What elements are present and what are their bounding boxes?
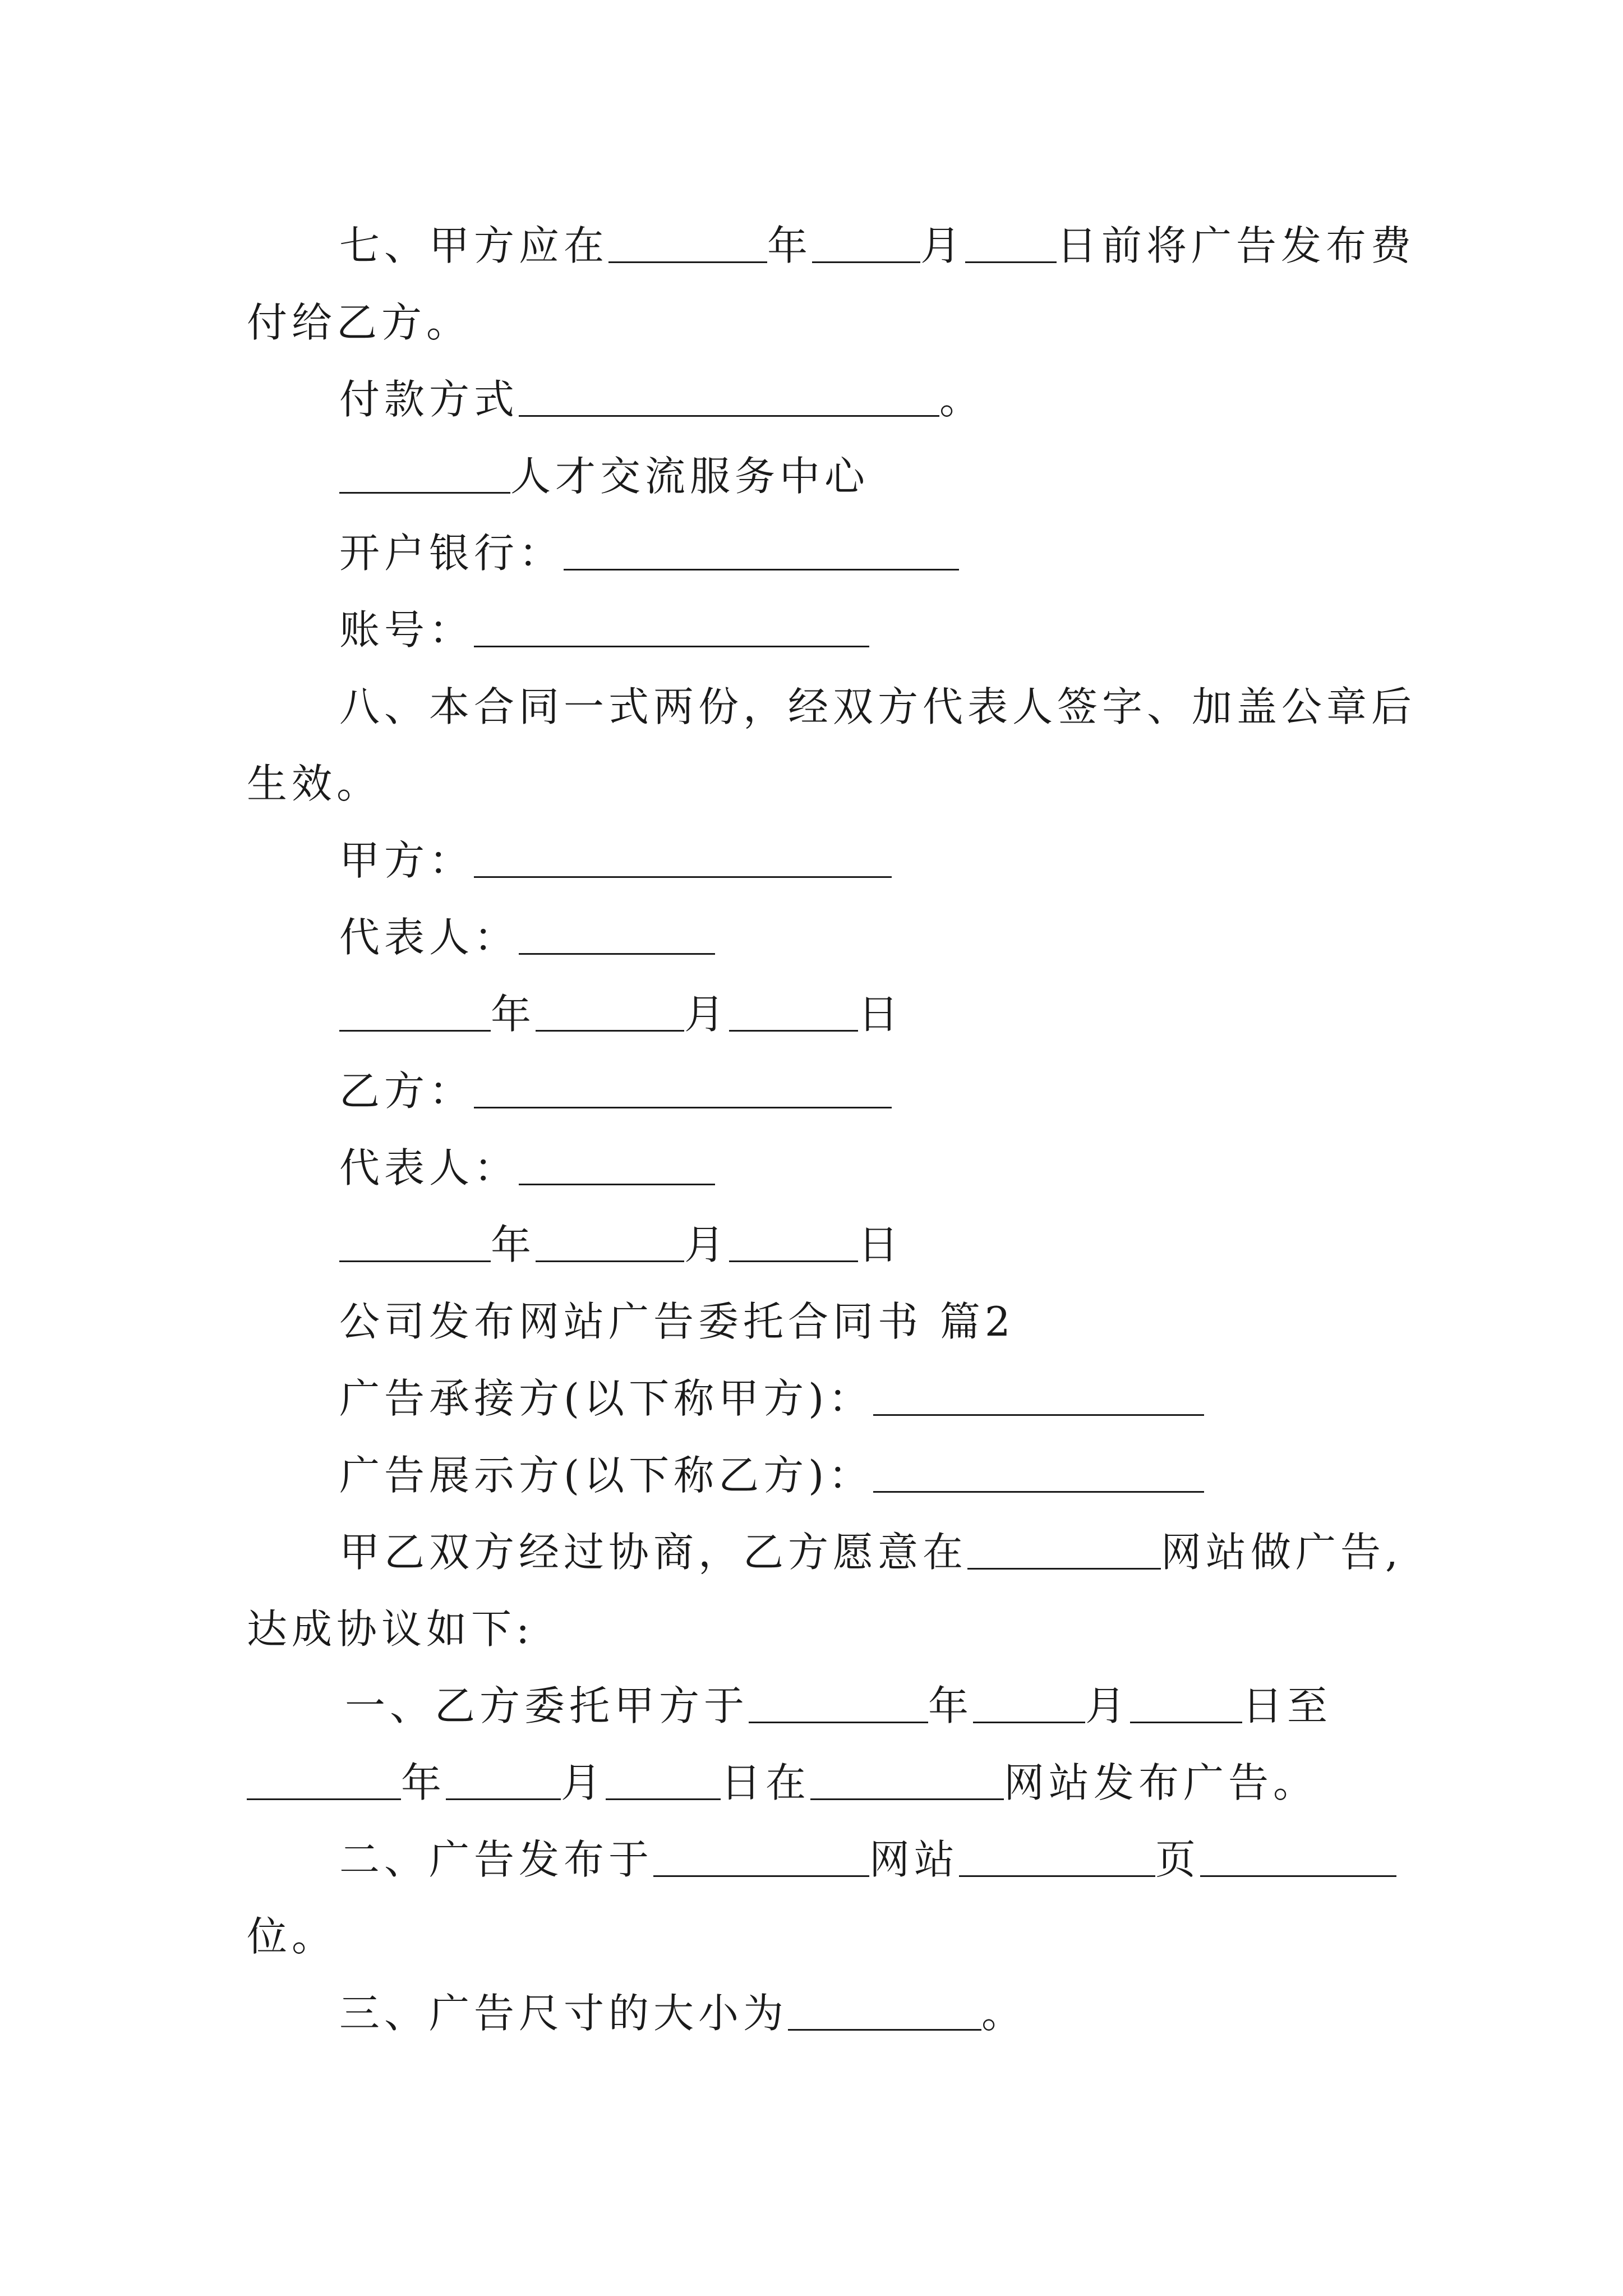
c1-line2 [247, 1757, 1318, 1808]
c2-page: 页 [1155, 1836, 1201, 1883]
section-title-text: 公司发布网站广告委托合同书 篇2 [339, 1298, 1015, 1345]
c2-line1 [339, 1834, 1396, 1885]
blank-party-a-rep [519, 916, 715, 955]
c1-line1 [345, 1681, 1332, 1731]
acceptor-label: 广告承接方(以下称甲方)： [339, 1375, 874, 1422]
account-label: 账号： [339, 606, 474, 654]
party-b-month: 月 [684, 1221, 730, 1268]
c2-prefix: 二、广告发布于 [339, 1836, 654, 1883]
clause-7-line1 [339, 220, 1415, 271]
intro-text-b: 网站做广告, [1161, 1529, 1403, 1576]
displayer-line [339, 1450, 1204, 1501]
clause-7-cont: 付给乙方。 [247, 299, 472, 346]
blank-a-month [536, 993, 684, 1032]
party-a-day: 日 [858, 991, 903, 1038]
blank-party-b-rep [519, 1147, 715, 1185]
c2-end: 位。 [247, 1913, 337, 1960]
blank-month [812, 224, 920, 263]
clause-7-suffix: 日前将广告发布费 [1057, 222, 1416, 269]
intro-line2 [247, 1604, 534, 1654]
blank-b-month [536, 1223, 684, 1262]
c3-line [339, 1988, 1026, 2039]
clause-7-month: 月 [920, 222, 966, 269]
party-b-line [339, 1066, 892, 1116]
section-title [339, 1296, 1015, 1347]
bank-label: 开户银行： [339, 530, 564, 577]
clause-7-prefix: 七、甲方应在 [339, 222, 609, 269]
party-a-date-line [339, 989, 903, 1039]
blank-b-day [729, 1223, 858, 1262]
party-a-month: 月 [684, 991, 730, 1038]
blank-c1b-site [810, 1761, 1004, 1800]
clause-7-year: 年 [767, 222, 813, 269]
clause-8-line1 [339, 682, 1416, 732]
party-b-label: 乙方： [339, 1068, 474, 1115]
c1-month: 月 [1085, 1682, 1131, 1729]
party-a-rep-label: 代表人： [339, 914, 519, 961]
blank-acceptor [873, 1377, 1204, 1416]
blank-c2-site [653, 1838, 869, 1877]
blank-c1-month [973, 1685, 1085, 1723]
blank-c1b-month [446, 1761, 561, 1800]
c1b-month: 月 [561, 1759, 606, 1806]
party-b-day: 日 [858, 1221, 903, 1268]
payment-label: 付款方式 [339, 376, 519, 423]
party-a-year: 年 [491, 991, 536, 1038]
party-b-rep-label: 代表人： [339, 1144, 519, 1191]
blank-c1b-day [606, 1761, 721, 1800]
clause-7-line2 [247, 297, 471, 348]
blank-c3-size [788, 1992, 981, 2031]
intro-text-a: 甲乙双方经过协商，乙方愿意在 [339, 1529, 968, 1576]
c3-end: 。 [981, 1990, 1027, 2037]
acceptor-line [339, 1373, 1204, 1424]
blank-payment [519, 378, 939, 417]
blank-a-year [339, 993, 491, 1032]
blank-c1b-year [247, 1761, 401, 1800]
c2-site: 网站 [869, 1836, 960, 1883]
payment-end: 。 [939, 376, 985, 423]
center-line [339, 451, 869, 501]
party-a-rep-line [339, 912, 715, 963]
blank-a-day [729, 993, 858, 1032]
party-b-year: 年 [491, 1221, 536, 1268]
bank-line [339, 528, 959, 578]
displayer-label: 广告展示方(以下称乙方)： [339, 1452, 874, 1499]
party-a-line [339, 835, 892, 886]
blank-account [474, 609, 869, 647]
c1b-year: 年 [401, 1759, 446, 1806]
c1-day: 日至 [1242, 1682, 1332, 1729]
party-b-rep-line [339, 1143, 715, 1193]
blank-displayer [873, 1454, 1204, 1493]
blank-day [965, 224, 1057, 263]
c2-line2 [247, 1911, 336, 1962]
blank-year [608, 224, 767, 263]
account-line [339, 605, 869, 655]
blank-center [339, 455, 510, 494]
c1b-day: 日在 [721, 1759, 811, 1806]
blank-b-year [339, 1223, 491, 1262]
party-a-label: 甲方： [339, 837, 474, 884]
blank-c2-pos [1200, 1838, 1396, 1877]
c1b-end: 网站发布广告。 [1004, 1759, 1318, 1806]
blank-party-a [474, 839, 892, 878]
c1-prefix: 一、乙方委托甲方于 [345, 1682, 749, 1729]
clause-8-text: 八、本合同一式两份，经双方代表人签字、加盖公章后 [339, 683, 1417, 730]
payment-line [339, 374, 984, 425]
blank-c1-day [1130, 1685, 1242, 1723]
clause-8-line2 [247, 758, 381, 809]
clause-8-cont: 生效。 [247, 760, 382, 807]
center-name: 人才交流服务中心 [510, 453, 870, 500]
blank-c2-page [959, 1838, 1155, 1877]
intro-cont: 达成协议如下: [247, 1605, 534, 1653]
blank-website [967, 1531, 1161, 1570]
c1-year: 年 [928, 1682, 974, 1729]
blank-c1-year [749, 1685, 928, 1723]
blank-party-b [474, 1070, 892, 1108]
party-b-date-line [339, 1220, 903, 1270]
intro-line1 [339, 1527, 1403, 1577]
c3-prefix: 三、广告尺寸的大小为 [339, 1990, 789, 2037]
blank-bank [564, 532, 959, 570]
